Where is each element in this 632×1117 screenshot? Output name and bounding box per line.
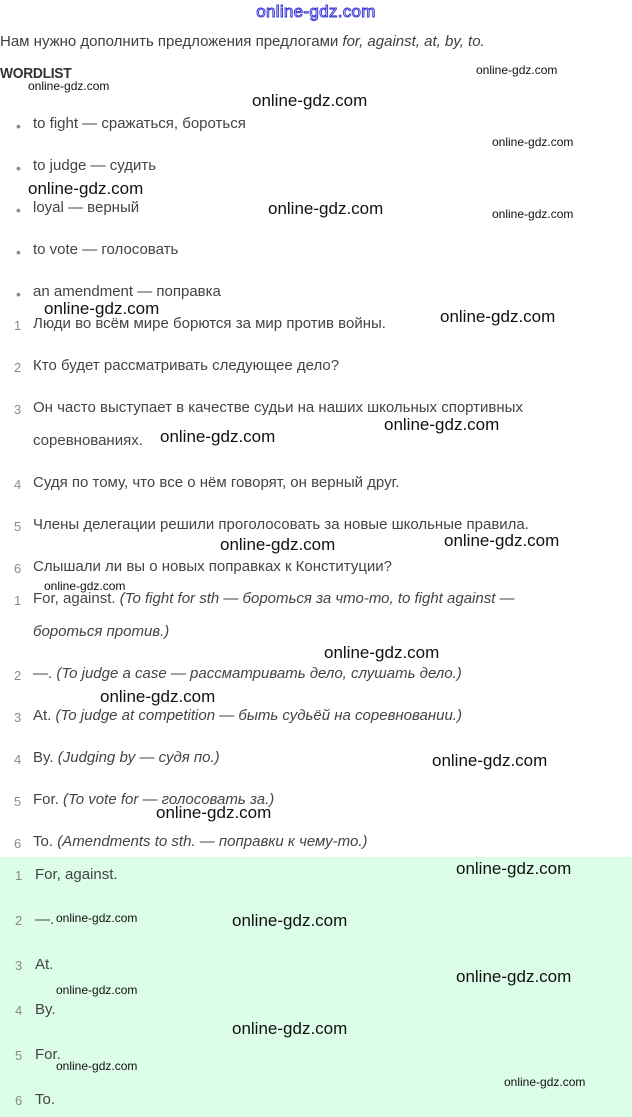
watermark: online-gdz.com — [456, 859, 572, 878]
watermark: online-gdz.com — [28, 179, 144, 198]
wordlist-bullet: • — [16, 244, 21, 260]
answer-value: At. — [33, 707, 56, 724]
answer-note-continued: бороться против.) — [33, 623, 170, 640]
summary-number: 1 — [15, 868, 23, 883]
sentence-text: Члены делегации решили проголосовать за новые школьные правила. — [33, 516, 529, 533]
sentence-number: 4 — [14, 477, 22, 492]
answer-value: For. — [33, 791, 64, 808]
sentence-number: 6 — [14, 561, 22, 576]
answer-number: 2 — [14, 668, 22, 683]
watermark: online-gdz.com — [476, 63, 558, 77]
wordlist-bullet: • — [16, 286, 21, 302]
summary-number: 4 — [15, 1003, 23, 1018]
watermark: online-gdz.com — [100, 687, 216, 706]
wordlist-item: an amendment — поправка — [33, 283, 221, 300]
answer-number: 4 — [14, 752, 22, 767]
wordlist-item: to fight — сражаться, бороться — [33, 115, 246, 132]
sentence-text: Он часто выступает в качестве судьи на наших школьных спортивных — [33, 399, 523, 416]
summary-answer: At. — [35, 956, 54, 973]
wordlist-bullet: • — [16, 202, 21, 218]
summary-number: 6 — [15, 1093, 23, 1108]
wordlist-item: to judge — судить — [33, 157, 157, 174]
wordlist-bullet: • — [16, 160, 21, 176]
summary-number: 2 — [15, 913, 23, 928]
watermark: online-gdz.com — [432, 751, 548, 770]
watermark: online-gdz.com — [492, 135, 574, 149]
watermark: online-gdz.com — [492, 207, 574, 221]
sentence-text-continued: соревнованиях. — [33, 432, 143, 449]
answer-line — [33, 749, 220, 766]
sentence-text: Слышали ли вы о новых поправках к Конституции? — [33, 558, 393, 575]
watermark: online-gdz.com — [156, 803, 272, 822]
sentence-number: 3 — [14, 402, 22, 417]
watermark: online-gdz.com — [324, 643, 440, 662]
answer-number: 6 — [14, 836, 22, 851]
answer-number: 1 — [14, 593, 22, 608]
summary-number: 3 — [15, 958, 23, 973]
sentence-text: Кто будет рассматривать следующее дело? — [33, 357, 340, 374]
watermark: online-gdz.com — [56, 1059, 138, 1073]
watermark: online-gdz.com — [220, 535, 336, 554]
answer-number: 3 — [14, 710, 22, 725]
wordlist-bullet: • — [16, 118, 21, 134]
watermark: online-gdz.com — [444, 531, 560, 550]
answer-note: (To judge at competition — быть судьёй на соревновании.) — [55, 707, 462, 724]
answer-line — [33, 707, 462, 724]
task-intro-prepositions: for, against, at, by, to. — [342, 33, 485, 50]
watermark: online-gdz.com — [56, 983, 138, 997]
sentence-number: 1 — [14, 318, 22, 333]
sentence-text: Судя по тому, что все о нём говорят, он верный друг. — [33, 474, 400, 491]
answer-note: (Judging by — судя по.) — [57, 749, 220, 766]
watermark: online-gdz.com — [456, 967, 572, 986]
answer-value: —. — [33, 665, 57, 682]
sentence-text: Люди во всём мире борются за мир против войны. — [33, 315, 386, 332]
watermark: online-gdz.com — [252, 91, 368, 110]
summary-answer: To. — [35, 1091, 56, 1108]
answer-number: 5 — [14, 794, 22, 809]
answer-note: (To vote for — голосовать за.) — [63, 791, 275, 808]
watermark: online-gdz.com — [440, 307, 556, 326]
watermark: online-gdz.com — [28, 79, 110, 93]
wordlist-heading: WORDLIST — [0, 65, 72, 82]
sentence-number: 5 — [14, 519, 22, 534]
watermark: online-gdz.com — [44, 299, 160, 318]
task-intro — [0, 33, 485, 50]
answer-value: To. — [33, 833, 58, 850]
answer-note: (To judge a case — рассматривать дело, слушать дело.) — [56, 665, 462, 682]
watermark: online-gdz.com — [56, 911, 138, 925]
summary-answer: By. — [35, 1001, 56, 1018]
task-intro-text: Нам нужно дополнить предложения предлогами — [0, 33, 343, 50]
summary-number: 5 — [15, 1048, 23, 1063]
answer-value: For, against. — [33, 590, 120, 607]
watermark: online-gdz.com — [232, 911, 348, 930]
wordlist-item: loyal — верный — [33, 199, 140, 216]
answer-line — [33, 833, 368, 850]
watermark: online-gdz.com — [268, 199, 384, 218]
summary-answer: For, against. — [35, 866, 118, 883]
watermark: online-gdz.com — [44, 579, 126, 593]
summary-answer: —. — [35, 911, 55, 928]
watermark: online-gdz.com — [232, 1019, 348, 1038]
sentence-number: 2 — [14, 360, 22, 375]
answer-line — [33, 665, 462, 682]
answer-line-continued — [33, 623, 169, 640]
answer-note: (Amendments to sth. — поправки к чему-то.) — [57, 833, 368, 850]
site-header-logo: online-gdz.com — [256, 2, 376, 21]
wordlist-item: to vote — голосовать — [33, 241, 179, 258]
watermark: online-gdz.com — [160, 427, 276, 446]
answer-value: By. — [33, 749, 58, 766]
summary-answer: For. — [35, 1046, 61, 1063]
watermark: online-gdz.com — [504, 1075, 586, 1089]
answer-note: (To fight for sth — бороться за что-то, to fight against — — [119, 590, 515, 607]
watermark: online-gdz.com — [384, 415, 500, 434]
